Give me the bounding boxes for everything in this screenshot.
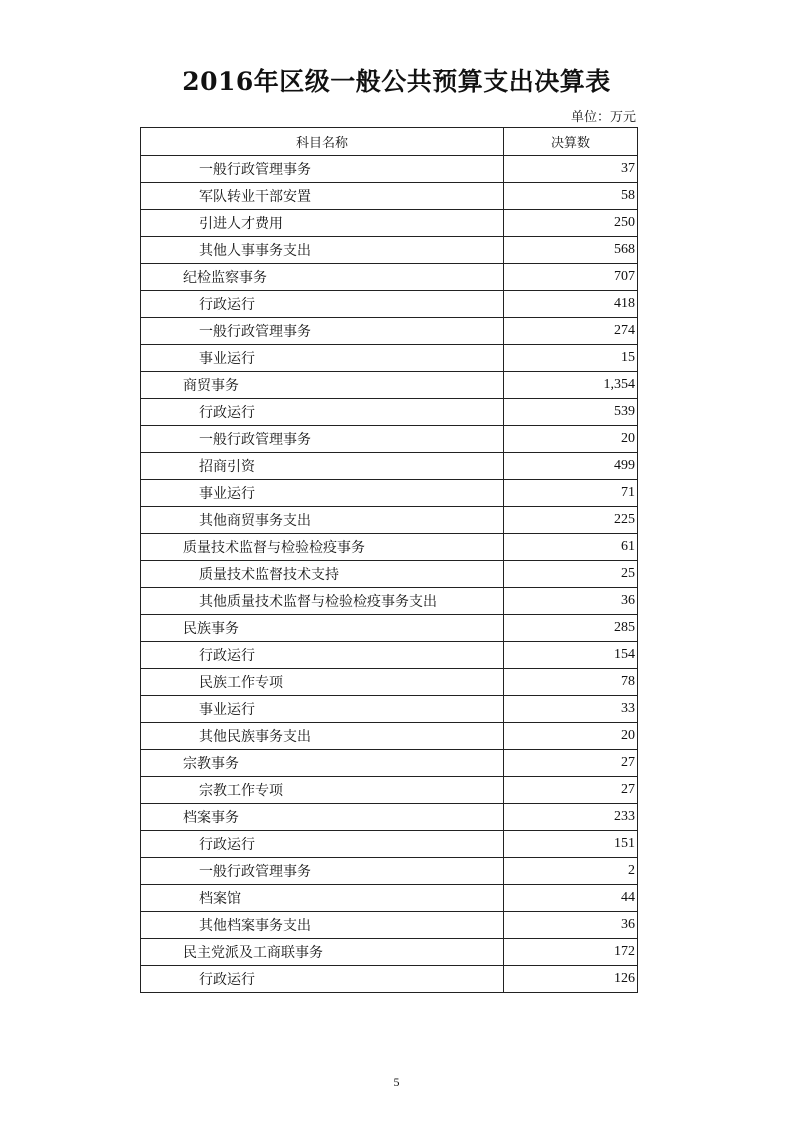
row-amount: 539 bbox=[504, 399, 638, 426]
table-row bbox=[141, 723, 638, 750]
table-row bbox=[141, 804, 638, 831]
row-subject-name: 其他质量技术监督与检验检疫事务支出 bbox=[141, 588, 504, 615]
row-subject-name: 宗教事务 bbox=[141, 750, 504, 777]
table-row bbox=[141, 750, 638, 777]
row-amount: 71 bbox=[504, 480, 638, 507]
row-subject-name: 一般行政管理事务 bbox=[141, 156, 504, 183]
table-row bbox=[141, 858, 638, 885]
row-subject-name: 行政运行 bbox=[141, 399, 504, 426]
row-subject-name: 事业运行 bbox=[141, 345, 504, 372]
row-amount: 25 bbox=[504, 561, 638, 588]
row-amount: 499 bbox=[504, 453, 638, 480]
unit-label: 单位：万元 bbox=[570, 110, 636, 125]
row-subject-name: 民主党派及工商联事务 bbox=[141, 939, 504, 966]
row-amount: 285 bbox=[504, 615, 638, 642]
row-amount: 78 bbox=[504, 669, 638, 696]
row-amount: 707 bbox=[504, 264, 638, 291]
row-subject-name: 军队转业干部安置 bbox=[141, 183, 504, 210]
table-row bbox=[141, 561, 638, 588]
row-subject-name: 一般行政管理事务 bbox=[141, 318, 504, 345]
row-amount: 36 bbox=[504, 912, 638, 939]
table-row bbox=[141, 642, 638, 669]
row-subject-name: 事业运行 bbox=[141, 696, 504, 723]
row-subject-name: 质量技术监督与检验检疫事务 bbox=[141, 534, 504, 561]
row-subject-name: 行政运行 bbox=[141, 966, 504, 993]
table-row bbox=[141, 264, 638, 291]
table-row bbox=[141, 939, 638, 966]
row-subject-name: 行政运行 bbox=[141, 642, 504, 669]
table-header-row bbox=[141, 128, 638, 156]
row-subject-name: 其他民族事务支出 bbox=[141, 723, 504, 750]
table-row bbox=[141, 453, 638, 480]
table-row bbox=[141, 318, 638, 345]
row-amount: 151 bbox=[504, 831, 638, 858]
row-amount: 58 bbox=[504, 183, 638, 210]
column-header-subject: 科目名称 bbox=[141, 128, 504, 156]
table-row bbox=[141, 588, 638, 615]
budget-table bbox=[140, 127, 638, 993]
row-subject-name: 其他人事事务支出 bbox=[141, 237, 504, 264]
row-subject-name: 档案事务 bbox=[141, 804, 504, 831]
row-subject-name: 民族工作专项 bbox=[141, 669, 504, 696]
table-row bbox=[141, 480, 638, 507]
table-row bbox=[141, 669, 638, 696]
table-row bbox=[141, 291, 638, 318]
row-amount: 33 bbox=[504, 696, 638, 723]
table-row bbox=[141, 156, 638, 183]
table-row bbox=[141, 426, 638, 453]
row-amount: 250 bbox=[504, 210, 638, 237]
row-amount: 172 bbox=[504, 939, 638, 966]
table-row bbox=[141, 615, 638, 642]
table-row bbox=[141, 912, 638, 939]
row-subject-name: 质量技术监督技术支持 bbox=[141, 561, 504, 588]
table-row bbox=[141, 696, 638, 723]
column-header-amount: 决算数 bbox=[504, 128, 638, 156]
row-subject-name: 民族事务 bbox=[141, 615, 504, 642]
table-row bbox=[141, 183, 638, 210]
row-amount: 61 bbox=[504, 534, 638, 561]
row-amount: 154 bbox=[504, 642, 638, 669]
row-amount: 233 bbox=[504, 804, 638, 831]
row-subject-name: 其他档案事务支出 bbox=[141, 912, 504, 939]
row-amount: 37 bbox=[504, 156, 638, 183]
row-amount: 15 bbox=[504, 345, 638, 372]
table-row bbox=[141, 210, 638, 237]
table-row bbox=[141, 885, 638, 912]
table-row bbox=[141, 507, 638, 534]
row-subject-name: 宗教工作专项 bbox=[141, 777, 504, 804]
row-subject-name: 一般行政管理事务 bbox=[141, 426, 504, 453]
table-body bbox=[141, 156, 638, 993]
row-amount: 20 bbox=[504, 426, 638, 453]
row-amount: 27 bbox=[504, 750, 638, 777]
table-row bbox=[141, 966, 638, 993]
table-row bbox=[141, 372, 638, 399]
table-row bbox=[141, 831, 638, 858]
row-subject-name: 其他商贸事务支出 bbox=[141, 507, 504, 534]
row-subject-name: 行政运行 bbox=[141, 291, 504, 318]
row-subject-name: 档案馆 bbox=[141, 885, 504, 912]
row-amount: 27 bbox=[504, 777, 638, 804]
row-subject-name: 招商引资 bbox=[141, 453, 504, 480]
row-amount: 418 bbox=[504, 291, 638, 318]
row-amount: 274 bbox=[504, 318, 638, 345]
row-amount: 44 bbox=[504, 885, 638, 912]
table-row bbox=[141, 534, 638, 561]
table-row bbox=[141, 399, 638, 426]
table-row bbox=[141, 777, 638, 804]
table-row bbox=[141, 345, 638, 372]
row-subject-name: 引进人才费用 bbox=[141, 210, 504, 237]
table-row bbox=[141, 237, 638, 264]
row-amount: 36 bbox=[504, 588, 638, 615]
page-number: 5 bbox=[393, 1075, 400, 1089]
row-subject-name: 一般行政管理事务 bbox=[141, 858, 504, 885]
row-amount: 20 bbox=[504, 723, 638, 750]
page-title: 2016年区级一般公共预算支出决算表 bbox=[182, 67, 611, 96]
row-amount: 2 bbox=[504, 858, 638, 885]
row-amount: 225 bbox=[504, 507, 638, 534]
row-amount: 568 bbox=[504, 237, 638, 264]
row-subject-name: 纪检监察事务 bbox=[141, 264, 504, 291]
row-amount: 126 bbox=[504, 966, 638, 993]
row-subject-name: 事业运行 bbox=[141, 480, 504, 507]
row-subject-name: 商贸事务 bbox=[141, 372, 504, 399]
row-amount: 1,354 bbox=[504, 372, 638, 399]
row-subject-name: 行政运行 bbox=[141, 831, 504, 858]
